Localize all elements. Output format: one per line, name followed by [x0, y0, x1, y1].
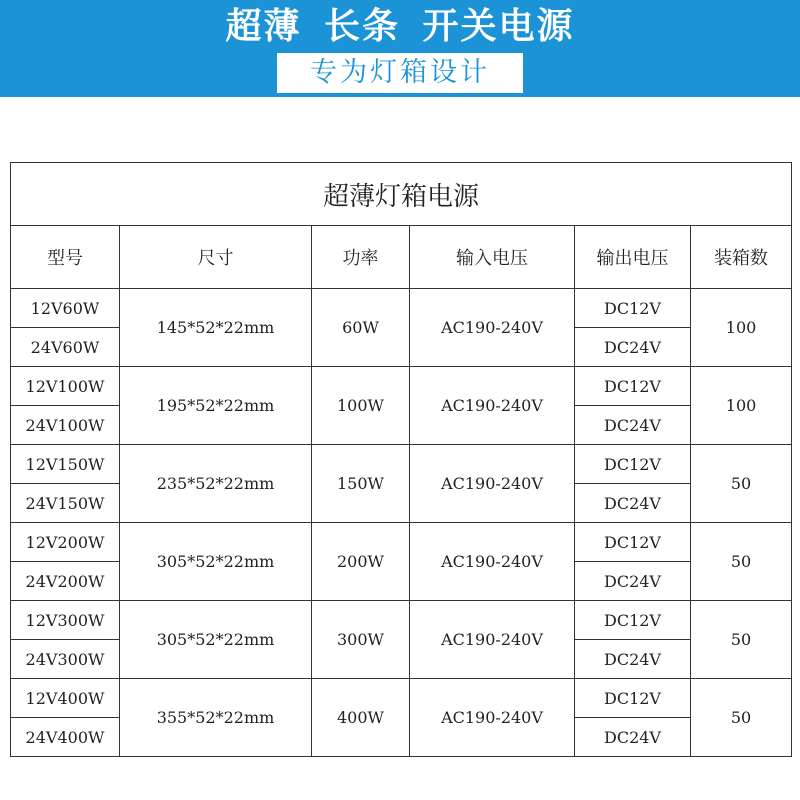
power-cell: 300W — [312, 601, 410, 679]
output-voltage-cell: DC12V — [575, 367, 691, 406]
table-title: 超薄灯箱电源 — [11, 163, 792, 226]
output-voltage-cell: DC24V — [575, 406, 691, 445]
power-cell: 400W — [312, 679, 410, 757]
size-cell: 235*52*22mm — [120, 445, 312, 523]
model-cell: 12V400W — [11, 679, 120, 718]
input-voltage-cell: AC190-240V — [410, 679, 575, 757]
model-cell: 24V400W — [11, 718, 120, 757]
input-voltage-cell: AC190-240V — [410, 289, 575, 367]
table-row — [11, 523, 792, 562]
model-cell: 12V60W — [11, 289, 120, 328]
header-input-voltage: 输入电压 — [410, 226, 575, 289]
model-cell: 12V100W — [11, 367, 120, 406]
table-row — [11, 289, 792, 328]
input-voltage-cell: AC190-240V — [410, 601, 575, 679]
banner-subtitle: 专为灯箱设计 — [277, 53, 523, 93]
size-cell: 355*52*22mm — [120, 679, 312, 757]
box-qty-cell: 50 — [691, 679, 792, 757]
output-voltage-cell: DC24V — [575, 640, 691, 679]
model-cell: 12V300W — [11, 601, 120, 640]
table-row — [11, 367, 792, 406]
output-voltage-cell: DC12V — [575, 289, 691, 328]
model-cell: 24V150W — [11, 484, 120, 523]
output-voltage-cell: DC12V — [575, 445, 691, 484]
input-voltage-cell: AC190-240V — [410, 367, 575, 445]
output-voltage-cell: DC12V — [575, 523, 691, 562]
model-cell: 24V300W — [11, 640, 120, 679]
box-qty-cell: 50 — [691, 523, 792, 601]
header-model: 型号 — [11, 226, 120, 289]
model-cell: 12V200W — [11, 523, 120, 562]
box-qty-cell: 50 — [691, 601, 792, 679]
model-cell: 12V150W — [11, 445, 120, 484]
output-voltage-cell: DC12V — [575, 679, 691, 718]
header-power: 功率 — [312, 226, 410, 289]
power-cell: 60W — [312, 289, 410, 367]
size-cell: 195*52*22mm — [120, 367, 312, 445]
size-cell: 305*52*22mm — [120, 601, 312, 679]
box-qty-cell: 100 — [691, 289, 792, 367]
output-voltage-cell: DC12V — [575, 601, 691, 640]
model-cell: 24V200W — [11, 562, 120, 601]
input-voltage-cell: AC190-240V — [410, 445, 575, 523]
size-cell: 305*52*22mm — [120, 523, 312, 601]
header-box-qty: 装箱数 — [691, 226, 792, 289]
input-voltage-cell: AC190-240V — [410, 523, 575, 601]
output-voltage-cell: DC24V — [575, 328, 691, 367]
table-row — [11, 601, 792, 640]
box-qty-cell: 50 — [691, 445, 792, 523]
table-row — [11, 445, 792, 484]
model-cell: 24V60W — [11, 328, 120, 367]
spec-table — [10, 162, 792, 757]
output-voltage-cell: DC24V — [575, 718, 691, 757]
header-size: 尺寸 — [120, 226, 312, 289]
banner-title: 超薄 长条 开关电源 — [225, 6, 575, 47]
box-qty-cell: 100 — [691, 367, 792, 445]
power-cell: 150W — [312, 445, 410, 523]
table-header-row — [11, 226, 792, 289]
power-cell: 100W — [312, 367, 410, 445]
model-cell: 24V100W — [11, 406, 120, 445]
output-voltage-cell: DC24V — [575, 562, 691, 601]
table-row — [11, 679, 792, 718]
power-cell: 200W — [312, 523, 410, 601]
header-banner — [0, 0, 800, 97]
header-output-voltage: 输出电压 — [575, 226, 691, 289]
output-voltage-cell: DC24V — [575, 484, 691, 523]
size-cell: 145*52*22mm — [120, 289, 312, 367]
